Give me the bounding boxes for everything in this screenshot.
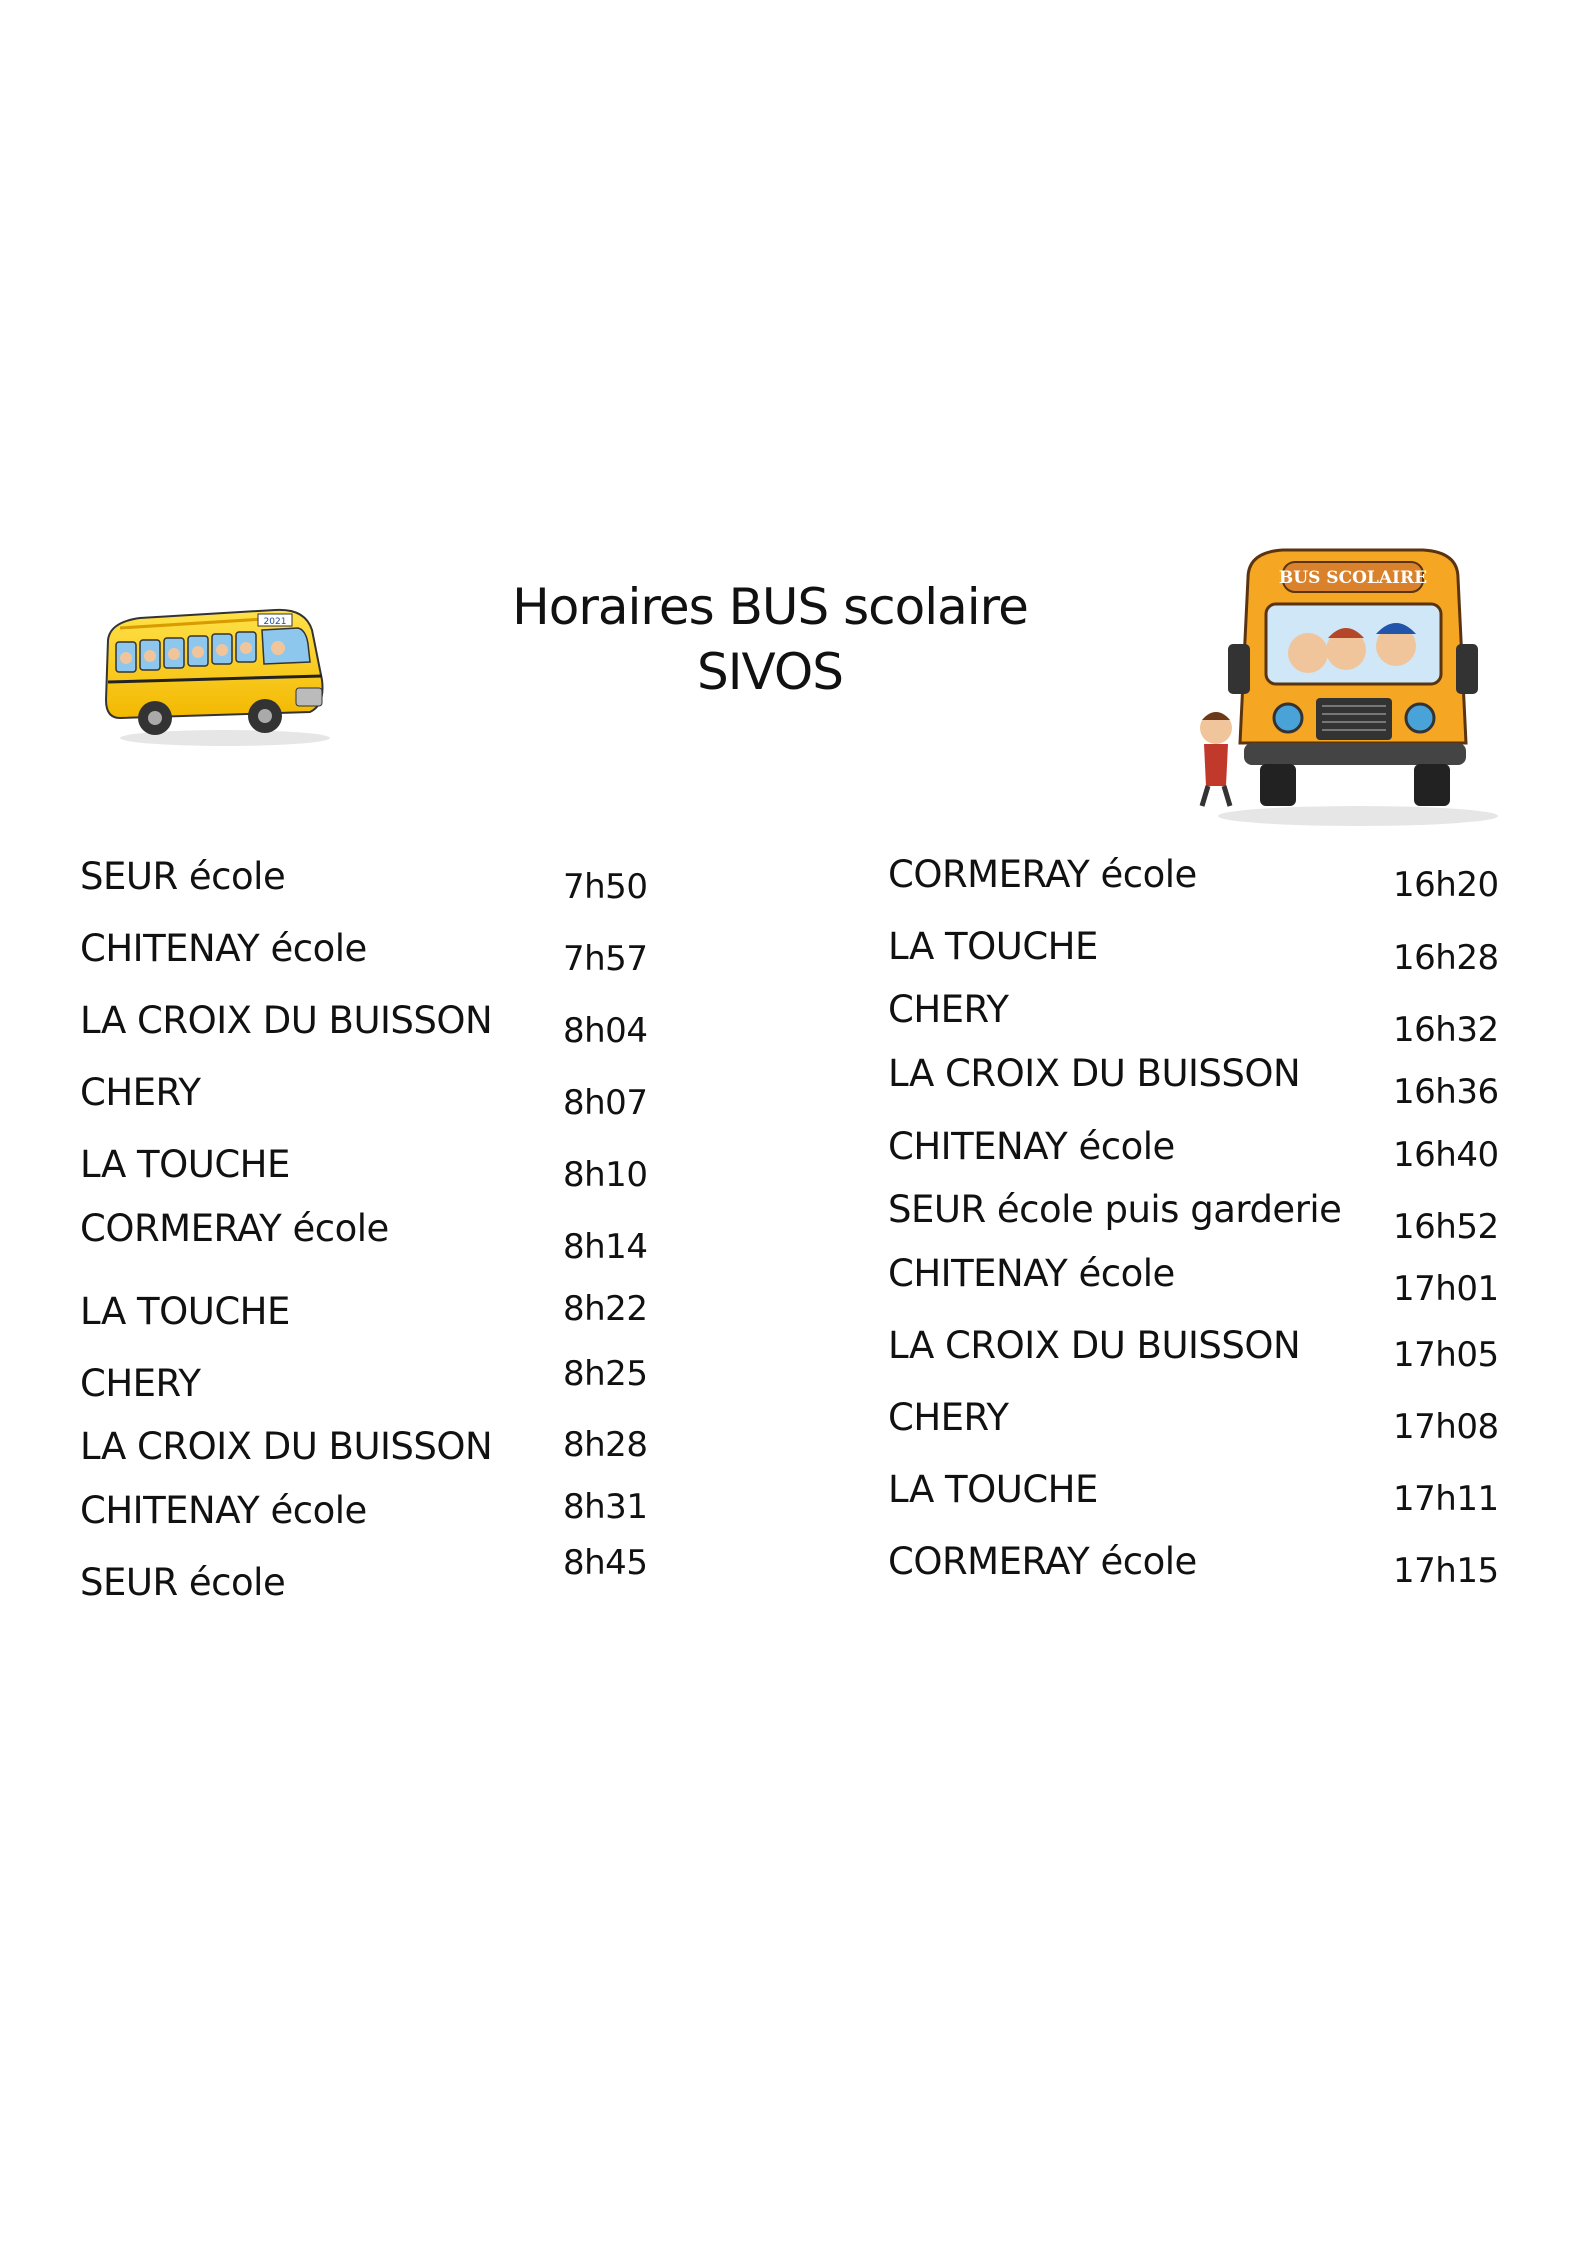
stop-time: 17h01 (1393, 1269, 1499, 1309)
stop-name: LA TOUCHE (80, 1290, 290, 1333)
stop-name: LA CROIX DU BUISSON (80, 1425, 493, 1468)
stop-time: 8h10 (563, 1155, 648, 1195)
stop-time: 16h32 (1393, 1010, 1499, 1050)
stop-time: 8h45 (563, 1543, 648, 1583)
stop-time: 16h52 (1393, 1207, 1499, 1247)
stop-time: 17h08 (1393, 1407, 1499, 1447)
stop-name: LA CROIX DU BUISSON (888, 1052, 1301, 1095)
stop-name: SEUR école (80, 1561, 286, 1604)
stop-time: 16h36 (1393, 1072, 1499, 1112)
stop-time: 8h14 (563, 1227, 648, 1267)
stop-time: 7h57 (563, 939, 648, 979)
stop-time: 8h07 (563, 1083, 648, 1123)
stop-name: CHERY (80, 1071, 201, 1114)
stop-time: 17h11 (1393, 1479, 1499, 1519)
stop-name: LA CROIX DU BUISSON (888, 1324, 1301, 1367)
stop-name: CORMERAY école (888, 853, 1197, 896)
stop-time: 16h20 (1393, 865, 1499, 905)
stop-name: CHERY (888, 988, 1009, 1031)
stop-name: LA CROIX DU BUISSON (80, 999, 493, 1042)
stop-name: SEUR école (80, 855, 286, 898)
stop-name: CHITENAY école (888, 1252, 1175, 1295)
svg-text:2021: 2021 (263, 617, 287, 627)
page-title: Horaires BUS scolaire (512, 578, 1028, 636)
stop-time: 8h22 (563, 1289, 648, 1329)
svg-text:BUS SCOLAIRE: BUS SCOLAIRE (1278, 568, 1428, 588)
stop-name: CORMERAY école (888, 1540, 1197, 1583)
stop-name: LA TOUCHE (80, 1143, 290, 1186)
stop-time: 8h31 (563, 1487, 648, 1527)
yellow-school-bus-icon (100, 600, 340, 750)
page-subtitle: SIVOS (697, 643, 843, 701)
stop-name: CHITENAY école (80, 1489, 367, 1532)
stop-name: LA TOUCHE (888, 1468, 1098, 1511)
stop-name: CHERY (80, 1362, 201, 1405)
stop-time: 8h28 (563, 1425, 648, 1465)
stop-name: CHERY (888, 1396, 1009, 1439)
stop-name: CORMERAY école (80, 1207, 389, 1250)
stop-time: 17h05 (1393, 1335, 1499, 1375)
stop-time: 7h50 (563, 867, 648, 907)
stop-name: CHITENAY école (888, 1125, 1175, 1168)
stop-name: CHITENAY école (80, 927, 367, 970)
stop-time: 16h28 (1393, 938, 1499, 978)
stop-time: 8h25 (563, 1354, 648, 1394)
stop-time: 16h40 (1393, 1135, 1499, 1175)
stop-time: 17h15 (1393, 1551, 1499, 1591)
stop-name: SEUR école puis garderie (888, 1188, 1342, 1231)
stop-name: LA TOUCHE (888, 925, 1098, 968)
stop-time: 8h04 (563, 1011, 648, 1051)
orange-school-bus-front-icon (1188, 538, 1498, 828)
